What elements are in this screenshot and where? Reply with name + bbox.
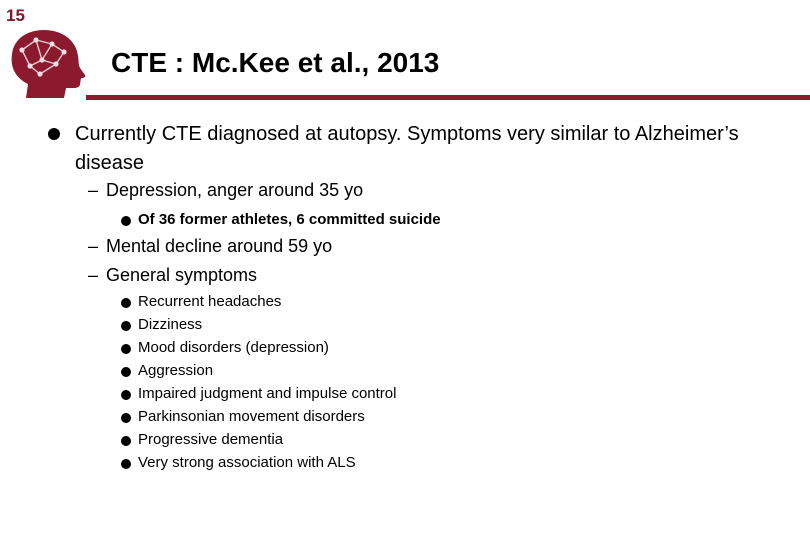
bullet-icon bbox=[121, 459, 131, 469]
dash-marker: – bbox=[88, 180, 99, 200]
main-bullet bbox=[48, 120, 788, 178]
bullet-icon bbox=[121, 436, 131, 446]
bullet-icon bbox=[121, 390, 131, 400]
page-title: CTE : Mc.Kee et al., 2013 bbox=[111, 47, 440, 78]
bullet-icon bbox=[121, 413, 131, 423]
bullet-icon bbox=[121, 216, 131, 226]
main-bullet-text: Currently CTE diagnosed at autopsy. Symptoms very similar to Alzheimer’s disease bbox=[75, 123, 739, 174]
bullet-icon bbox=[48, 128, 60, 140]
bullet-icon bbox=[121, 344, 131, 354]
detail-text: Of 36 former athletes, 6 committed suicide bbox=[138, 211, 441, 228]
dash-marker: – bbox=[88, 265, 99, 285]
slide-content: Currently CTE diagnosed at autopsy. Symptoms very similar to Alzheimer’s disease – Depression, anger around 35 yo Of 36 former athletes, 6 committed suicide – Mental decline around 59 yo – General symptoms Recurrent headaches Dizziness Mood disorders (depression) Aggression Impaired judgment and impulse control Parkinsonian movement disorders Progressive dementia Very strong association with ALS bbox=[0, 0, 810, 540]
sub-point-text: General symptoms bbox=[106, 265, 258, 285]
dash-marker: – bbox=[88, 236, 99, 256]
slide-number: 15 bbox=[6, 6, 25, 25]
bullet-icon bbox=[121, 321, 131, 331]
sub-point-text: Mental decline around 59 yo bbox=[106, 236, 333, 256]
sub-point-text: Depression, anger around 35 yo bbox=[106, 180, 364, 200]
bullet-icon bbox=[121, 298, 131, 308]
bullet-icon bbox=[121, 367, 131, 377]
